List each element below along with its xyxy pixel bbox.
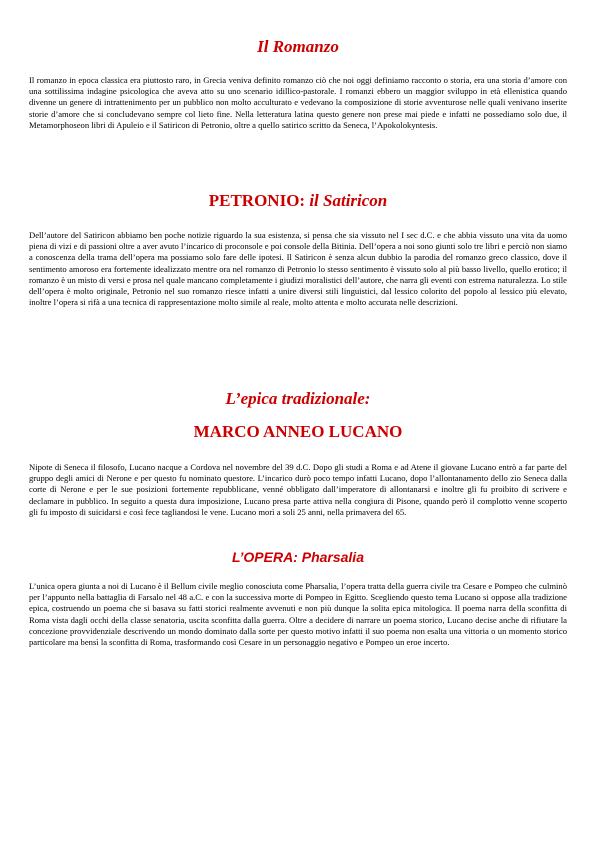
heading-epica-tradizionale: L’epica tradizionale: <box>225 389 371 408</box>
heading-il-romanzo: Il Romanzo <box>257 37 339 56</box>
heading-petronio-sub: il Satiricon <box>309 191 388 210</box>
paragraph-pharsalia: L’unica opera giunta a noi di Lucano è il Bellum civile meglio conosciuta come Pharsalia, l’opera tratta della guerra civile tra Cesare e Pompeo che culminò per l’appunto nella battaglia di Farsalo nel 48 a.C. e con la successiva morte di Pompeo in Egitto. Scegliendo questo tema Lucano si oppose alla tradizione epica, costruendo un poema che si basava su fatti storici realmente avvenuti e non più dunque la solita epica mitologica. Il poema narra della sconfitta di Roma vista dagli occhi della classe senatoria, uscita sconfitta dalla guerra. Oltre a decidere di narrare un poema storico, Lucano decise anche di rifiutare la concezione provvidenziale descrivendo un mondo dominato dalla sorte per questo motivo infatti il suo poema non esalta una vittoria o un momento storico particolare ma bensì la sconfitta di Roma, trasformando così Cesare in un personaggio negativo e Pompeo un eroe incerto. <box>29 581 567 648</box>
paragraph-petronio: Dell’autore del Satiricon abbiamo ben poche notizie riguardo la sua esistenza, si pensa che sia vissuto nel I sec d.C. e che abbia vissuto una vita da uomo piena di vizi e di passioni oltre a aver avuto l’incarico di proconsole e poi console della Bitinia. Dell’opera a noi sono giunti solo tre libri e perciò non siamo a conoscenza della trama dell’opera ma possiamo solo fare delle ipotesi. Il Satiricon è senza alcun dubbio la parodia del romanzo greco classico, dove il sentimento amoroso era fortemente idealizzato mentre ora nel romanzo di Petronio lo stesso sentimento è vissuto solo al più basso livello, quello erotico; il romanzo è un misto di versi e prosa nel quale mancano completamente i giudizi moralistici dell’autore, che narra gli eventi con estrema naturalezza. Lo stile dell’opera è molto originale, Petronio nel suo romanzo riesce infatti a unire diversi stili linguistici, dal lessico colorito del popolo al lessico più elevato, inoltre l’opera si rifà a una tecnica di rappresentazione molto simile al reale, molto attenta e molto accurata nelle descrizioni. <box>29 230 567 308</box>
heading-petronio-main: PETRONIO: <box>208 191 306 210</box>
heading-lucano: MARCO ANNEO LUCANO <box>193 422 403 441</box>
heading-opera-pharsalia: L’OPERA: Pharsalia <box>231 549 364 565</box>
heading-petronio <box>0 191 596 211</box>
paragraph-romanzo: Il romanzo in epoca classica era piuttosto raro, in Grecia veniva definito romanzo ciò che noi oggi definiamo racconto o storia, era una storia d’amore con una sottilissima indagine psicologica che aveva atto su uno scenario idillico-pastorale. I romanzi ebbero un maggior sviluppo in età ellenistica quando divenne un genere di intrattenimento per un pubblico non molto acculturato e vedevano la composizione di storie avventurose nelle quali venivano inserite storie d’amore che si concludevano sempre col lieto fine. Nella letteratura latina questo genere non prese mai piede e infatti ne possediamo solo due, il Metamorphoseon libri di Apuleio e il Satiricon di Petronio, oltre a quello satirico scritto da Seneca, l’Apokolokyntesis. <box>29 75 567 130</box>
paragraph-lucano: Nipote di Seneca il filosofo, Lucano nacque a Cordova nel novembre del 39 d.C. Dopo gli studi a Roma e ad Atene il giovane Lucano entrò a far parte del gruppo degli amici di Nerone e per questo fu nominato questore. L’incarico durò poco tempo infatti Lucano, dopo l’allontanamento dello zio Seneca dalla corte di Nerone e per le sue posizioni fortemente repubblicane, venné obbligato dall’imperatore di allontanarsi e inoltre gli fu proibito di scrivere e declamare in pubblico. In seguito a questa dura imposizione, Lucano presa parte attiva nella congiura di Pisone, quando però il complotto venne scoperto gli fu imposto di suicidarsi e così fece tagliandosi le vene. Lucano morì a soli 25 anni, nella primavera del 65. <box>29 462 567 517</box>
